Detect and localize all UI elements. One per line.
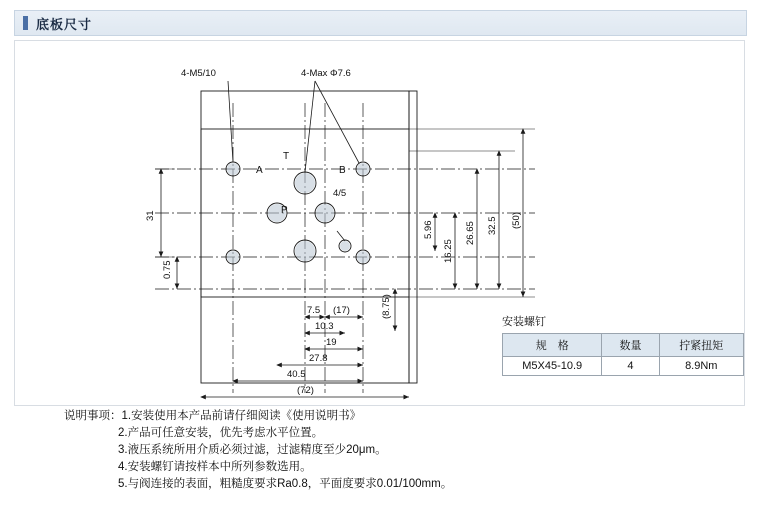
dim-278: 27.8 <box>309 353 328 364</box>
td-torque: 8.9Nm <box>659 357 743 376</box>
page-title: 底板尺寸 <box>36 16 93 32</box>
table-row <box>503 357 744 376</box>
dim-075: 0.75 <box>162 260 173 279</box>
dim-31: 31 <box>145 210 156 221</box>
notes-line-1 <box>64 408 724 425</box>
dim-2665: 26.65 <box>465 221 476 245</box>
label-port-t: T <box>283 151 290 162</box>
notes-block <box>64 408 724 493</box>
dim-103: 10.3 <box>315 321 334 332</box>
notes-item-3: 3.液压系统所用介质必须过滤，过滤精度至少20μm。 <box>118 444 387 456</box>
dim-17: (17) <box>333 305 350 316</box>
th-spec: 规 格 <box>503 334 602 357</box>
notes-label: 说明事项： <box>64 410 122 422</box>
label-4-max-phi: 4-Max Φ7.6 <box>301 68 351 79</box>
notes-item-2: 2.产品可任意安装，优先考虑水平位置。 <box>118 427 324 439</box>
section-header <box>14 10 747 36</box>
screw-table-title: 安装螺钉 <box>502 316 546 328</box>
td-spec: M5X45-10.9 <box>503 357 602 376</box>
header-accent-bar <box>23 16 28 30</box>
dim-72: (72) <box>297 385 314 396</box>
label-port-45: 4/5 <box>333 188 347 199</box>
dim-405: 40.5 <box>287 369 306 380</box>
table-header-row <box>503 334 744 357</box>
dim-1625: 16.25 <box>443 239 454 263</box>
td-qty: 4 <box>602 357 659 376</box>
dim-325: 32.5 <box>487 216 498 235</box>
label-4-m5-10: 4-M5/10 <box>181 68 216 79</box>
label-port-b: B <box>339 165 346 176</box>
notes-item-5: 5.与阀连接的表面，粗糙度要求Ra0.8，平面度要求0.01/100mm。 <box>118 478 453 490</box>
th-qty: 数量 <box>602 334 659 357</box>
dim-19: 19 <box>326 337 337 348</box>
mounting-screw-table-wrap <box>502 313 744 376</box>
dim-50: (50) <box>511 212 522 229</box>
drawing-panel <box>14 40 745 406</box>
notes-item-1: 1.安装使用本产品前请仔细阅读《使用说明书》 <box>121 410 362 422</box>
label-port-p: P <box>281 205 288 216</box>
dim-875: (8.75) <box>381 294 392 319</box>
mounting-screw-table <box>502 333 744 376</box>
dim-75: 7.5 <box>307 305 321 316</box>
notes-item-4: 4.安装螺钉请按样本中所列参数选用。 <box>118 461 312 473</box>
label-port-a: A <box>256 165 263 176</box>
dim-596: 5.96 <box>423 220 434 239</box>
th-torque: 拧紧扭矩 <box>659 334 743 357</box>
